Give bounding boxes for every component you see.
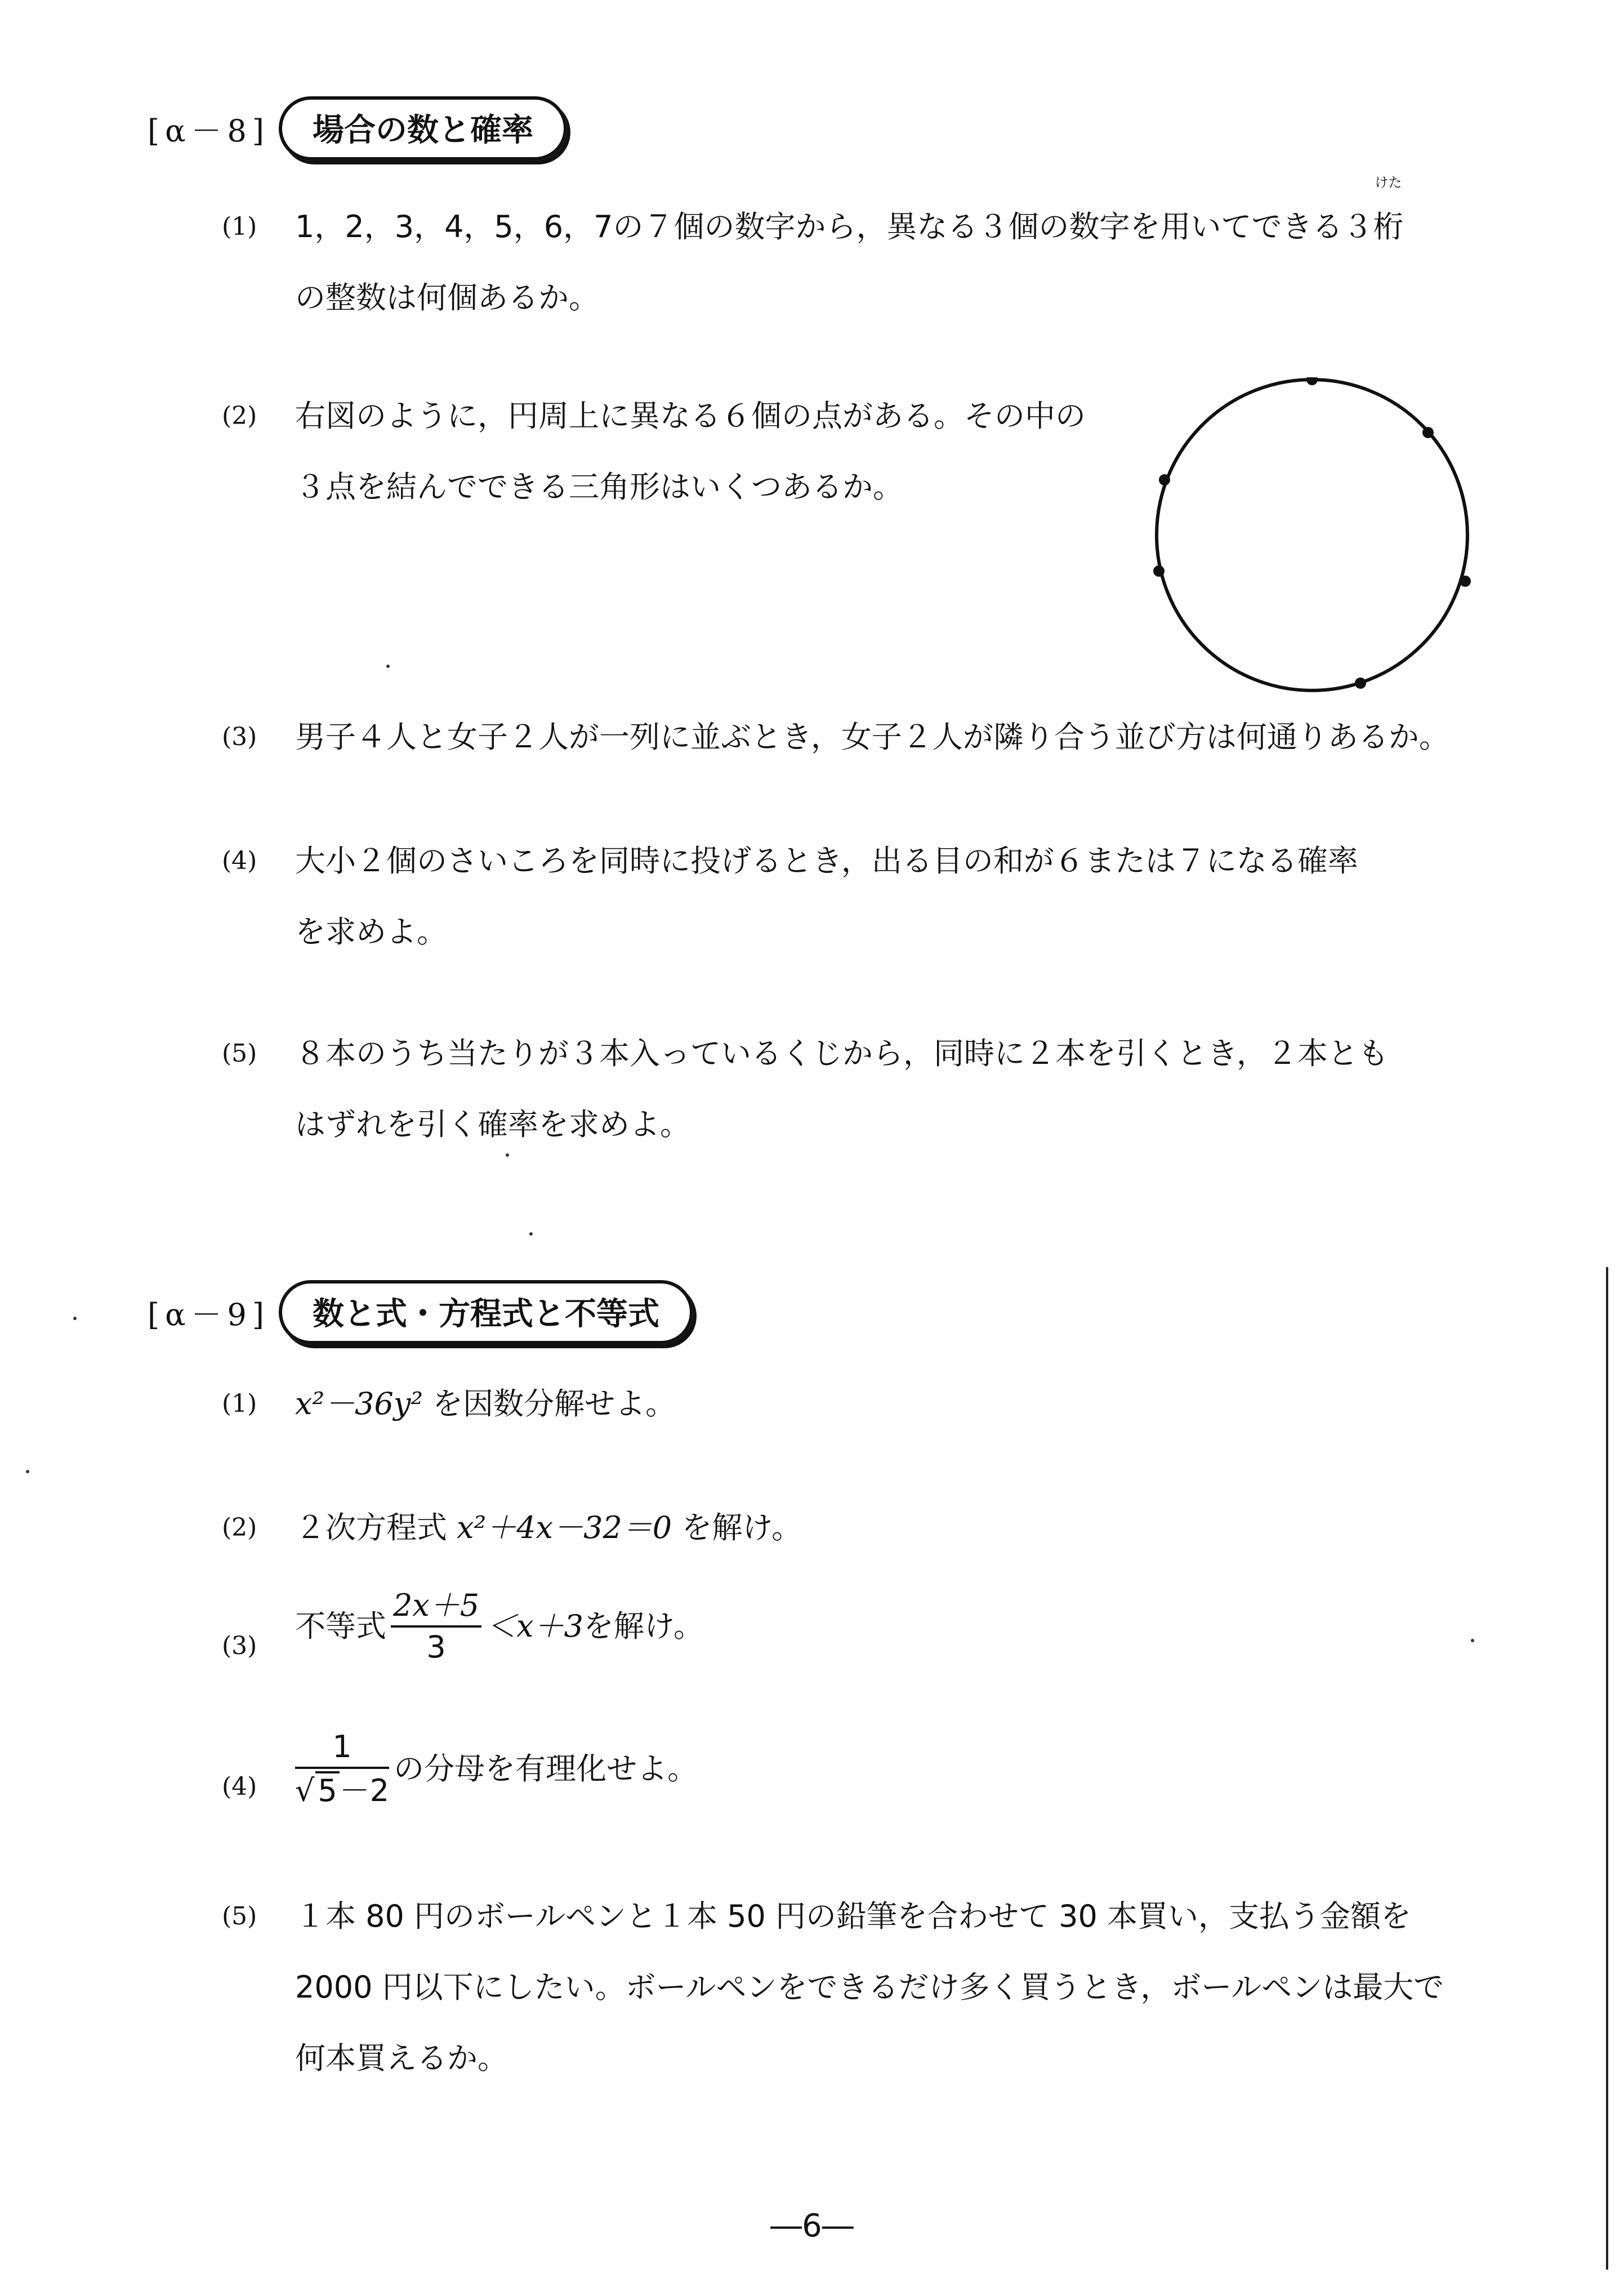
- scan-speck: [386, 665, 390, 668]
- fraction-numerator: 1: [295, 1730, 389, 1769]
- question-number: (5): [222, 1902, 257, 1931]
- circle-point: [1422, 427, 1434, 438]
- question-text: 何本買えるか。: [295, 2040, 508, 2076]
- question-text: 不等式: [295, 1608, 386, 1644]
- scan-speck: [1471, 1639, 1474, 1642]
- scan-speck: [26, 1470, 29, 1473]
- question-number: (3): [222, 723, 257, 751]
- circle-point: [1306, 377, 1318, 385]
- question-text: を解け。: [583, 1608, 704, 1644]
- circle-point: [1460, 576, 1471, 587]
- question-text: ３点を結んでできる三角形はいくつあるか。: [295, 469, 903, 505]
- fraction-numerator: 2x＋5: [391, 1588, 481, 1628]
- section-title: 場合の数と確率: [279, 96, 567, 161]
- question-text: ２次方程式: [295, 1510, 457, 1545]
- question-text: の分母を有理化せよ。: [394, 1750, 698, 1786]
- question-text: ８本のうち当たりが３本入っているくじから，同時に２本を引くとき，２本とも: [295, 1036, 1389, 1071]
- ruby-reading: けた: [1375, 175, 1402, 190]
- question-text: 大小２個のさいころを同時に投げるとき，出る目の和が６または７になる確率: [295, 843, 1358, 879]
- question-text: １本 80 円のボールペンと１本 50 円の鉛筆を合わせて 30 本買い，支払う金額を: [295, 1898, 1412, 1934]
- question-number: (2): [222, 402, 257, 430]
- question-text: の整数は何個あるか。: [295, 280, 599, 315]
- section-title: 数と式・方程式と不等式: [279, 1280, 693, 1344]
- scan-speck: [529, 1232, 533, 1236]
- question-number: (1): [222, 212, 257, 241]
- math-expression: ＜x＋3: [486, 1608, 583, 1644]
- scan-speck: [73, 1317, 77, 1320]
- question-text: を因数分解せよ。: [422, 1386, 676, 1421]
- kanji-keta: 桁: [1373, 209, 1404, 244]
- denominator-tail: －2: [339, 1773, 390, 1809]
- circle-point: [1153, 565, 1165, 577]
- question-number: (5): [222, 1039, 257, 1068]
- fraction-denominator: √ 5－2: [295, 1769, 389, 1808]
- question-text: 右図のように，円周上に異なる６個の点がある。その中の: [295, 398, 1086, 434]
- circle-point: [1355, 678, 1366, 689]
- math-expression: x²＋4x－32＝0: [457, 1510, 672, 1545]
- section-code: [α－8]: [148, 113, 270, 149]
- question-number: (4): [222, 846, 257, 875]
- circle-point: [1159, 474, 1170, 485]
- scan-speck: [506, 1153, 509, 1157]
- question-text: 1，2，3，4，5，6，7の７個の数字から，異なる３個の数字を用いてできる３: [295, 209, 1373, 244]
- circle-with-six-points-figure: [1149, 377, 1475, 693]
- question-text: はずれを引く確率を求めよ。: [295, 1107, 690, 1142]
- ruby-keta: [1373, 175, 1404, 262]
- fraction: [295, 1730, 389, 1808]
- math-expression: x²－36y²: [295, 1386, 423, 1421]
- question-text: 男子４人と女子２人が一列に並ぶとき，女子２人が隣り合う並び方は何通りあるか。: [295, 719, 1449, 755]
- section-header-alpha-8: [148, 95, 567, 162]
- page-number: ―6―: [770, 2208, 854, 2244]
- question-text: を求めよ。: [295, 914, 447, 950]
- sqrt-argument: 5: [315, 1771, 339, 1808]
- section-header-alpha-9: [148, 1278, 693, 1346]
- section-code: [α－9]: [148, 1296, 270, 1332]
- question-number: (2): [222, 1513, 257, 1542]
- fraction-denominator: 3: [426, 1629, 446, 1665]
- question-number: (4): [222, 1772, 257, 1801]
- scan-edge-line: [1606, 1267, 1608, 2270]
- question-number: (1): [222, 1389, 257, 1418]
- question-text: を解け。: [672, 1510, 802, 1545]
- question-text: 2000 円以下にしたい。ボールペンをできるだけ多く買うとき，ボールペンは最大で: [295, 1969, 1444, 2005]
- question-number: (3): [222, 1632, 257, 1660]
- circle: [1157, 380, 1467, 690]
- fraction: [391, 1588, 481, 1665]
